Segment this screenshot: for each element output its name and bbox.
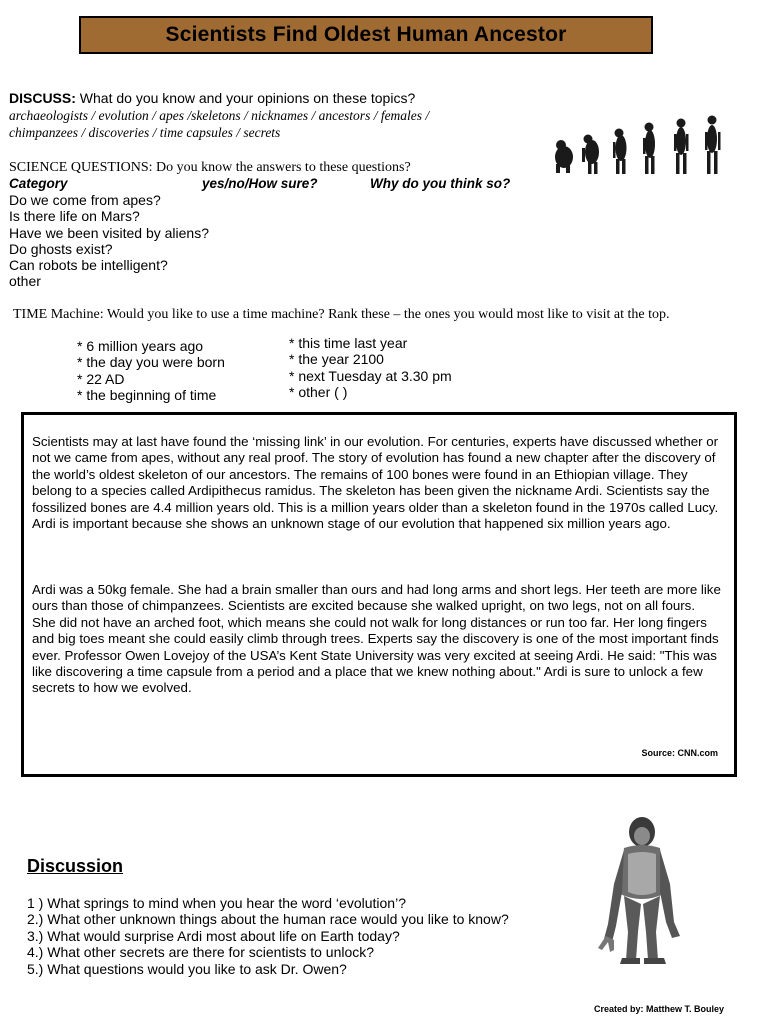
evolution-illustration: [552, 112, 728, 176]
ardi-figure: [598, 817, 680, 964]
time-option: * other ( ): [289, 383, 348, 400]
science-question: Have we been visited by aliens?: [9, 224, 210, 241]
article-source: Source: CNN.com: [641, 748, 718, 758]
credit-line: Created by: Matthew T. Bouley: [594, 1004, 725, 1014]
evolution-figure-5: [674, 119, 689, 175]
science-question: Is there life on Mars?: [9, 208, 140, 225]
evolution-figure-2: [582, 135, 599, 175]
time-machine-options-right: [289, 335, 452, 400]
discuss-label: DISCUSS:: [9, 90, 76, 106]
col-sure: yes/no/How sure?: [202, 176, 318, 191]
science-question: Do we come from apes?: [9, 192, 161, 208]
science-question: Do ghosts exist?: [9, 240, 113, 257]
discuss-topics-1: archaeologists / evolution / apes /skeletons / nicknames / ancestors / females /: [9, 108, 430, 123]
discuss-prompt: What do you know and your opinions on these topics?: [75, 90, 416, 106]
evolution-figures: [555, 116, 721, 175]
time-machine-heading: TIME Machine: Would you like to use a time machine? Rank these – the ones you would most like to visit at the top.: [13, 307, 670, 322]
article-paragraph-1: Scientists may at last have found the ‘missing link’ in our evolution. For centuries, experts have discussed whether or not we came from apes, without any real proof. The story of evolution has found a new chapter after the discovery of the world’s oldest skeleton of our ancestors. The remains of 100 bones were found in an Ethiopian village. They belong to a species called Ardipithecus ramidus. The skeleton has been given the nickname Ardi. Scientists say the fossilized bones are 4.4 million years old. This is a million years older than a skeleton found in the 1970s called Lucy. Ardi is important because she shows an unknown stage of our evolution that happened six million years ago.: [32, 434, 719, 532]
evolution-figure-4: [643, 123, 655, 175]
article-paragraph-2: Ardi was a 50kg female. She had a brain smaller than ours and had long arms and short legs. Her teeth are more like ours than those of chimpanzees. Scientists are excited because she walked upright, on two legs, not on all fours. She did not have an arched foot, which means she could not walk for long distances or run too far. Her long fingers and big toes meant she could easily climb through trees. Experts say the discovery is one of the most important finds ever. Professor Owen Lovejoy of the USA’s Kent State University was very excited at seeing Ardi. He said: "This was like discovering a time capsule from a period and a place that we knew nothing about." Ardi is sure to unlock a few secrets to how we evolved.: [32, 582, 721, 696]
discussion-title: Discussion: [27, 856, 124, 876]
science-questions: [9, 159, 569, 290]
discussion-item: 4.) What other secrets are there for scientists to unlock?: [27, 944, 375, 961]
discussion-item: 3.) What would surprise Ardi most about life on Earth today?: [27, 927, 400, 944]
evolution-figure-6: [705, 116, 721, 175]
time-option: * this time last year: [289, 335, 408, 351]
time-option: * 6 million years ago: [77, 338, 204, 354]
time-option: * the beginning of time: [77, 386, 217, 403]
discuss-topics-2: chimpanzees / discoveries / time capsules / secrets: [9, 125, 281, 140]
science-question: other: [9, 273, 41, 290]
time-option: * 22 AD: [77, 370, 125, 387]
title-banner: [79, 16, 653, 54]
page-title: Scientists Find Oldest Human Ancestor: [165, 23, 567, 46]
science-question: Can robots be intelligent?: [9, 257, 168, 274]
evolution-figure-3: [613, 129, 627, 175]
discussion-item: 1 ) What springs to mind when you hear the word ‘evolution’?: [27, 895, 406, 911]
discuss-line: [9, 90, 549, 107]
discuss-section: [9, 90, 549, 141]
discussion-list: [27, 895, 509, 977]
ardi-illustration: [594, 814, 686, 966]
time-option: * next Tuesday at 3.30 pm: [289, 367, 452, 384]
discussion-item: 2.) What other unknown things about the human race would you like to know?: [27, 911, 509, 928]
science-columns: [9, 176, 569, 192]
discussion-item: 5.) What questions would you like to ask Dr. Owen?: [27, 960, 347, 977]
science-heading: SCIENCE QUESTIONS: Do you know the answers to these questions?: [9, 160, 411, 175]
time-option: * the day you were born: [77, 354, 225, 371]
time-option: * the year 2100: [289, 351, 384, 368]
time-machine-options-left: [77, 338, 225, 403]
col-category: Category: [9, 176, 68, 191]
article-box: [21, 412, 737, 777]
col-why: Why do you think so?: [370, 176, 511, 191]
